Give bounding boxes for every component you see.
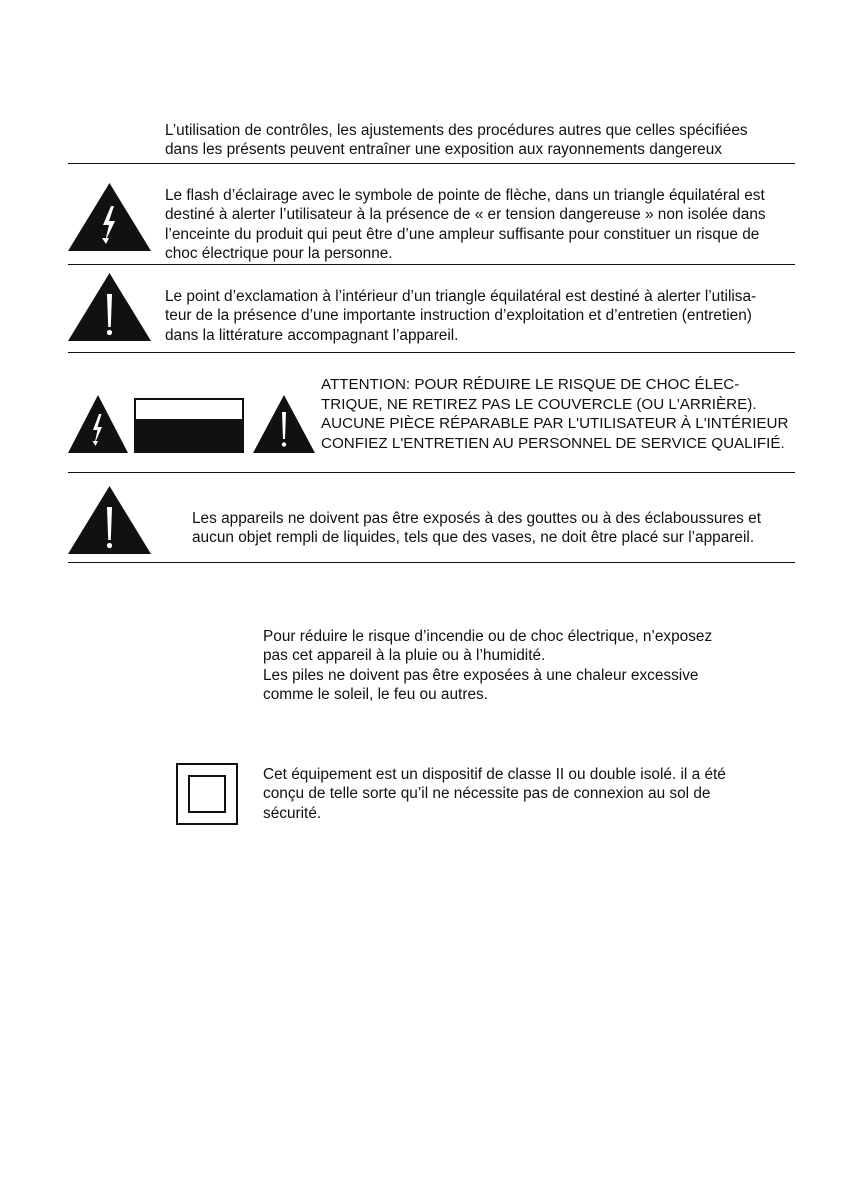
class2-notice-text	[263, 765, 726, 823]
divider	[68, 472, 795, 473]
caution-notice-line: CONFIEZ L'ENTRETIEN AU PERSONNEL DE SERVICE QUALIFIÉ.	[321, 434, 785, 452]
lightning-triangle-icon	[67, 182, 152, 252]
exclamation-notice-line: Le point d’exclamation à l’intérieur d’un triangle équilatéral est destiné à alerter l’utilisa-	[165, 288, 757, 305]
lightning-notice-text	[165, 186, 766, 264]
lightning-notice-line: destiné à alerter l’utilisateur à la présence de « er tension dangereuse » non isolée dans	[165, 206, 766, 224]
fire-notice-line: Pour réduire le risque d’incendie ou de choc électrique, n’exposez	[263, 628, 713, 645]
caution-label-icon	[133, 397, 245, 454]
lightning-notice-line: l’enceinte du produit qui peut être d’une ampleur suffisante pour constituer un risque de	[165, 225, 760, 243]
exclamation-triangle-icon	[67, 272, 152, 342]
exclamation-notice-line: teur de la présence d’une importante instruction d’exploitation et d’entretien (entretien)	[165, 307, 752, 325]
exclamation-notice-text	[165, 287, 756, 345]
divider	[68, 264, 795, 265]
exclamation-triangle-icon	[67, 485, 152, 555]
liquid-notice-line: Les appareils ne doivent pas être exposés à des gouttes ou à des éclaboussures et	[192, 510, 761, 527]
double-insulation-icon	[176, 763, 238, 825]
class2-notice-line: sécurité.	[263, 804, 322, 822]
liquid-notice-text	[192, 509, 761, 548]
lightning-triangle-icon	[67, 394, 129, 454]
caution-notice-line: ATTENTION: POUR RÉDUIRE LE RISQUE DE CHOC ÉLEC-	[321, 376, 740, 393]
intro-line: L’utilisation de contrôles, les ajustements des procédures autres que celles spécifiées	[165, 122, 748, 139]
fire-notice-line: pas cet appareil à la pluie ou à l’humidité.	[263, 647, 546, 665]
liquid-notice-line: aucun objet rempli de liquides, tels que des vases, ne doit être placé sur l’appareil.	[192, 529, 755, 547]
divider	[68, 163, 795, 164]
caution-notice-line: TRIQUE, NE RETIREZ PAS LE COUVERCLE (OU L'ARRIÈRE).	[321, 395, 757, 413]
exclamation-notice-line: dans la littérature accompagnant l’appareil.	[165, 326, 459, 344]
exclamation-triangle-icon	[252, 394, 316, 454]
intro-text	[165, 121, 748, 160]
class2-notice-line: Cet équipement est un dispositif de classe II ou double isolé. il a été	[263, 766, 726, 783]
lightning-notice-line: Le flash d’éclairage avec le symbole de pointe de flèche, dans un triangle équilatéral est	[165, 187, 765, 204]
fire-notice-text	[263, 627, 712, 705]
caution-notice-text	[321, 375, 788, 453]
divider	[68, 562, 795, 563]
fire-notice-line: Les piles ne doivent pas être exposées à une chaleur excessive	[263, 666, 699, 684]
fire-notice-line: comme le soleil, le feu ou autres.	[263, 686, 488, 704]
caution-notice-line: AUCUNE PIÈCE RÉPARABLE PAR L'UTILISATEUR À L'INTÉRIEUR	[321, 415, 789, 433]
intro-line: dans les présents peuvent entraîner une exposition aux rayonnements dangereux	[165, 141, 722, 159]
class2-notice-line: conçu de telle sorte qu’il ne nécessite pas de connexion au sol de	[263, 785, 711, 803]
divider	[68, 352, 795, 353]
lightning-notice-line: choc électrique pour la personne.	[165, 245, 393, 263]
